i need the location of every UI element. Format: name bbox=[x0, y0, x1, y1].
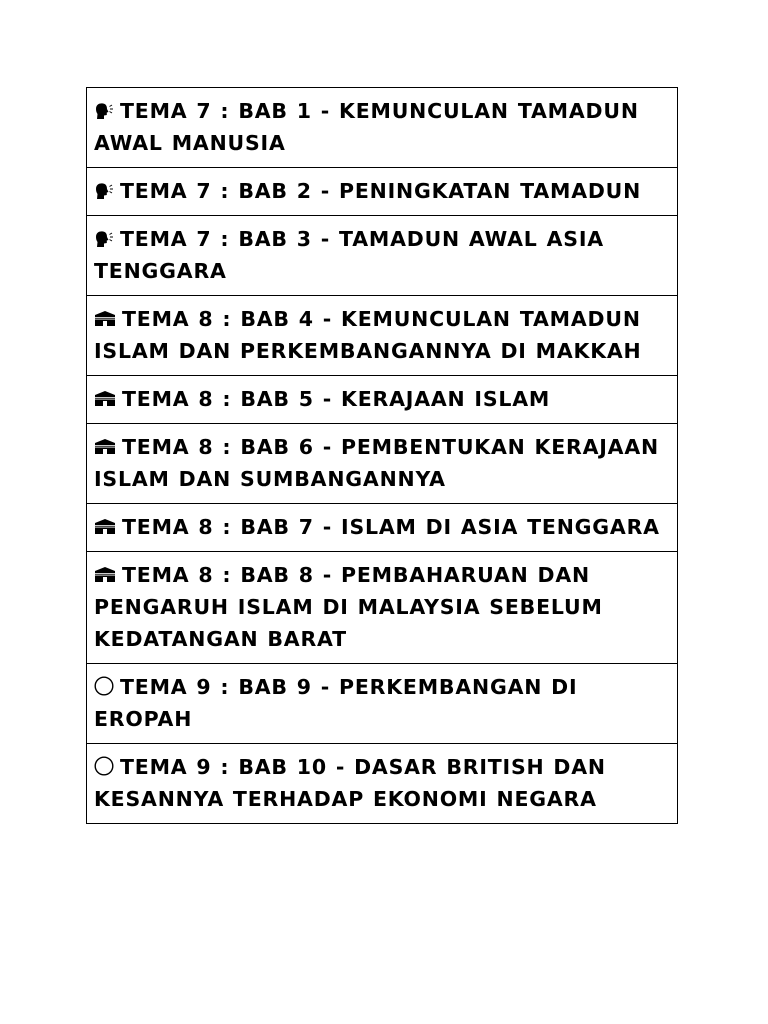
table-row bbox=[87, 552, 678, 664]
row-text: TEMA 7 : BAB 1 - KEMUNCULAN TAMADUN AWAL MANUSIA bbox=[94, 99, 639, 155]
row-text: TEMA 9 : BAB 10 - DASAR BRITISH DAN KESANNYA TERHADAP EKONOMI NEGARA bbox=[94, 755, 606, 811]
table-cell bbox=[87, 376, 678, 424]
kaaba-icon bbox=[94, 310, 116, 328]
table-row bbox=[87, 296, 678, 376]
chapter-list-table bbox=[86, 87, 678, 824]
table-row bbox=[87, 424, 678, 504]
table-cell bbox=[87, 168, 678, 216]
table-cell bbox=[87, 424, 678, 504]
row-text: TEMA 7 : BAB 2 - PENINGKATAN TAMADUN bbox=[120, 179, 642, 203]
table-cell bbox=[87, 216, 678, 296]
table-row bbox=[87, 664, 678, 744]
speaking-head-icon bbox=[94, 230, 114, 248]
row-text: TEMA 8 : BAB 4 - KEMUNCULAN TAMADUN ISLAM DAN PERKEMBANGANNYA DI MAKKAH bbox=[94, 307, 642, 363]
table-cell bbox=[87, 744, 678, 824]
table-cell bbox=[87, 88, 678, 168]
kaaba-icon bbox=[94, 518, 116, 536]
table-cell bbox=[87, 504, 678, 552]
circle-icon bbox=[94, 756, 114, 776]
table-cell bbox=[87, 552, 678, 664]
table-row bbox=[87, 168, 678, 216]
table-row bbox=[87, 376, 678, 424]
speaking-head-icon bbox=[94, 102, 114, 120]
row-text: TEMA 8 : BAB 7 - ISLAM DI ASIA TENGGARA bbox=[122, 515, 660, 539]
row-text: TEMA 8 : BAB 8 - PEMBAHARUAN DAN PENGARUH ISLAM DI MALAYSIA SEBELUM KEDATANGAN BARAT bbox=[94, 563, 603, 651]
speaking-head-icon bbox=[94, 182, 114, 200]
table-row bbox=[87, 216, 678, 296]
table-row bbox=[87, 744, 678, 824]
kaaba-icon bbox=[94, 390, 116, 408]
kaaba-icon bbox=[94, 438, 116, 456]
row-text: TEMA 7 : BAB 3 - TAMADUN AWAL ASIA TENGGARA bbox=[94, 227, 604, 283]
table-cell bbox=[87, 296, 678, 376]
table-cell bbox=[87, 664, 678, 744]
circle-icon bbox=[94, 676, 114, 696]
row-text: TEMA 8 : BAB 6 - PEMBENTUKAN KERAJAAN ISLAM DAN SUMBANGANNYA bbox=[94, 435, 659, 491]
table-row bbox=[87, 504, 678, 552]
table-row bbox=[87, 88, 678, 168]
kaaba-icon bbox=[94, 566, 116, 584]
row-text: TEMA 9 : BAB 9 - PERKEMBANGAN DI EROPAH bbox=[94, 675, 578, 731]
row-text: TEMA 8 : BAB 5 - KERAJAAN ISLAM bbox=[122, 387, 551, 411]
